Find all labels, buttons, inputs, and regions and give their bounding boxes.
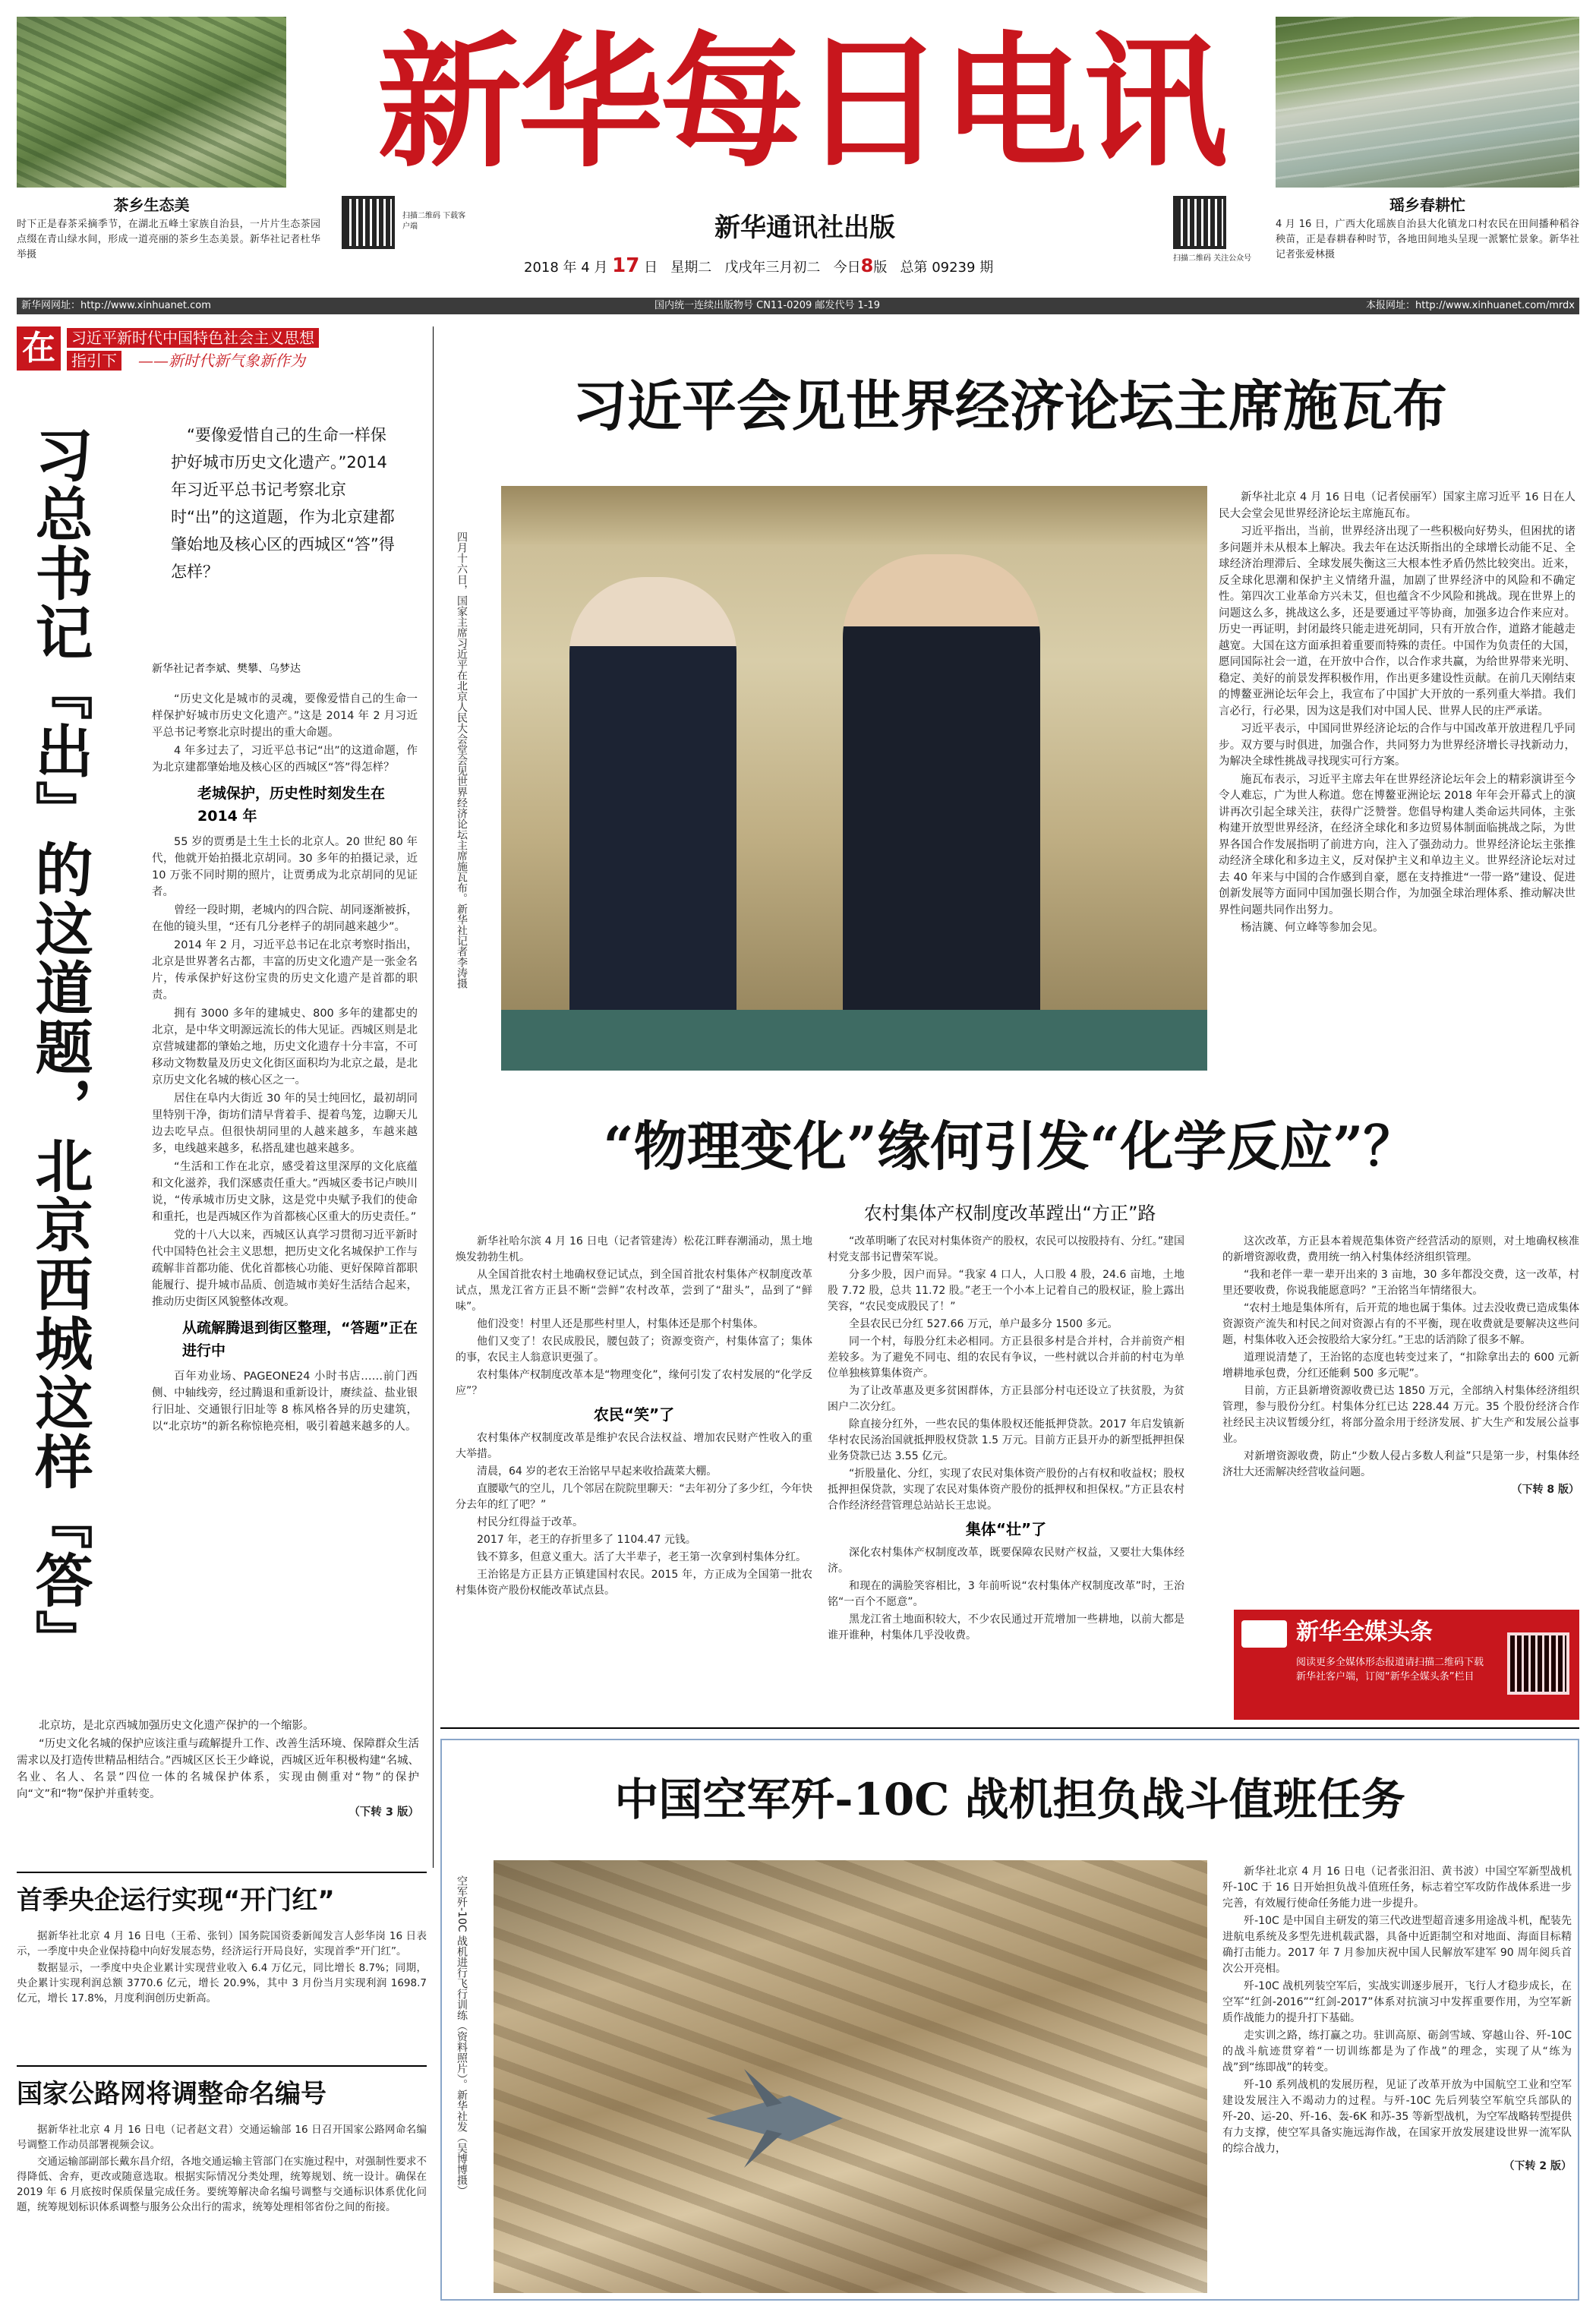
column-paragraph: 北京坊，是北京西城加强历史文化遗产保护的一个缩影。 xyxy=(39,1720,314,1732)
column-subhead: 老城保护，历史性时刻发生在 2014 年 xyxy=(197,785,386,825)
masthead-title: 新华每日电讯 xyxy=(377,17,1225,187)
air-body xyxy=(1222,1864,1572,2175)
feature-paragraph: 和现在的满脸笑容相比，3 年前听说“农村集体产权制度改革”时，王治铭“一百个不愿意”。 xyxy=(828,1580,1184,1608)
column-paragraph: 居住在阜内大街近 30 年的吴士纯回忆，最初胡同里特别干净，街坊们清早背着手、提着鸟笼，边聊天儿边去吃早点。但很快胡同里的人越来越多，车越来越多，电线越来越多，私搭乱建也越来越多。 xyxy=(152,1093,418,1155)
brief2-body xyxy=(17,2122,427,2216)
feature-paragraph: 钱不算多，但意义重大。活了大半辈子，老王第一次拿到村集体分红。 xyxy=(477,1551,806,1563)
column-body-bottom xyxy=(17,1717,419,1821)
feature-paragraph: “我和老伴一辈一辈开出来的 3 亩地，30 多年都没交费，这一改革，村里还要收费，你说我能愿意吗？”王治铭当年情绪很大。 xyxy=(1222,1269,1579,1297)
meeting-photo xyxy=(501,486,1207,1071)
column-paragraph: 4 年多过去了，习近平总书记“出”的这道命题，作为北京建都肇始地及核心区的西城区“答”得怎样？ xyxy=(152,745,418,774)
qr-left-caption: 扫描二维码 下载客户端 xyxy=(402,212,466,231)
feature-subhead: 集体“壮”了 xyxy=(965,1520,1047,1538)
feature-paragraph: 除直接分红外，一些农民的集体股权还能抵押贷款。2017 年启发镇新华村农民汤治国就抵押股权贷款 1.5 万元。目前方正县开办的新型抵押担保业务贷款已达 3.55 亿元。 xyxy=(828,1418,1184,1462)
feature-subhead: 农村集体产权制度改革蹚出“方正”路 xyxy=(863,1203,1156,1224)
figure-right xyxy=(843,554,1040,1071)
lead-paragraph: 施瓦布表示，习近平主席去年在世界经济论坛年会上的精彩演讲至今令人难忘，广为世人称道。您在博鳌亚洲论坛 2018 年年会开幕式上的演讲再次引起全球关注，获得广泛赞誉。您倡导构建人类命运共同体，主张构建开放型世界经济，在经济全球化和多边贸易体制面临挑战之际，为世界各国合作发展指明了前进方向，注入了强劲动力。世界经济论坛主张推动经济全球化和多边主义，反对保护主义和单边主义。世界经济论坛对过去 40 年来与中国的合作感到自豪，愿在支持推进“一带一路”建设、促进创新发展等方面同中国加强长期合作，为加强全球治理体系、推动解决世界性问题共同作出努力。 xyxy=(1219,773,1575,916)
feature-paragraph: 农村集体产权制度改革本是“物理变化”，缘何引发了农村发展的“化学反应”？ xyxy=(456,1369,812,1397)
left-photo-title: 茶乡生态美 xyxy=(113,196,190,214)
column-paragraph: 拥有 3000 多年的建城史、800 多年的建都史的北京，是中华文明源远流长的伟大见证。西城区则是北京营城建都的肇始之地，历史文化遗存十分丰富，不可移动文物数量及历史文化街区面积均为北京之最，是北京历史文化名城的核心区之一。 xyxy=(152,1008,418,1087)
feature-paragraph: 村民分红得益于改革。 xyxy=(477,1516,583,1528)
feature-paragraph: 这次改革，方正县本着规范集体资产经营活动的原则，对土地确权核准的新增资源收费，费用统一纳入村集体经济组织管理。 xyxy=(1222,1235,1579,1263)
brief1-headline: 首季央企运行实现“开门红” xyxy=(17,1885,335,1916)
column-tag-char: 在 xyxy=(17,326,61,371)
feature-paragraph: “折股量化、分红，实现了农民对集体资产股份的占有权和收益权；股权抵押担保贷款，实现了农民对集体资产股份的抵押权和担保权。”方正县农村合作经济经营管理总站站长王忠说。 xyxy=(828,1468,1184,1512)
promo-logo-icon xyxy=(1241,1620,1287,1648)
feature-headline: “物理变化”缘何引发“化学反应”？ xyxy=(603,1115,1417,1178)
info-bar xyxy=(17,298,1579,314)
feature-col2 xyxy=(828,1234,1184,1645)
column-paragraph: “生活和工作在北京，感受着这里深厚的文化底蕴和文化滋养，我们深感责任重大。”西城区委书记卢映川说，“传承城市历史文脉，这是党中央赋予我们的使命和重托，也是西城区作为首都核心区重大的历史责任。” xyxy=(152,1161,418,1223)
lead-photo-caption: 四月十六日，国家主席习近平在北京人民大会堂会见世界经济论坛主席施瓦布。新华社记者李涛摄 xyxy=(456,531,468,989)
feature-paragraph: 道理说清楚了，王治铭的态度也转变过来了，“扣除拿出去的 600 元新增耕地承包费，分红还能剩 500 多元呢”。 xyxy=(1222,1352,1579,1380)
feature-paragraph: 黑龙江省土地面积较大，不少农民通过开荒增加一些耕地，以前大都是谁开谁种，村集体几乎没收费。 xyxy=(828,1613,1184,1642)
lead-body xyxy=(1219,490,1575,938)
lead-paragraph: 杨洁篪、何立峰等参加会见。 xyxy=(1241,922,1384,934)
feature-paragraph: 同一个村，每股分红未必相同。方正县很多村是合并村，合并前资产相差较多。为了避免不同屯、组的农民有争议，一些村就以合并前的村屯为单位单独核算集体资产。 xyxy=(828,1336,1184,1380)
feature-paragraph: 新华社哈尔滨 4 月 16 日电（记者管建涛）松花江畔春潮涌动，黑土地焕发勃勃生机。 xyxy=(456,1235,812,1263)
air-jump[interactable]: （下转 2 版） xyxy=(1503,2160,1572,2172)
brief1-text: 据新华社北京 4 月 16 日电（王希、张钊）国务院国资委新闻发言人彭华岗 16 日表示，一季度中央企业保持稳中向好发展态势，经济运行开局良好，实现首季“开门红”。 xyxy=(17,1930,427,1957)
feature-col3 xyxy=(1222,1234,1579,1498)
feature-paragraph: 他们又变了！农民成股民，腰包鼓了；资源变资产，村集体富了；集体的事，农民主人翁意识更强了。 xyxy=(456,1336,812,1364)
feature-col1 xyxy=(456,1234,812,1601)
air-photo-caption: 空军歼-10C 战机进行飞行训练（资料照片）。新华社发（吴博博摄） xyxy=(456,1875,468,2197)
feature-paragraph: 农村集体产权制度改革是维护农民合法权益、增加农民财产性收入的重大举措。 xyxy=(456,1432,812,1460)
air-paragraph: 新华社北京 4 月 16 日电（记者张汨汨、黄书波）中国空军新型战机歼-10C 于 16 日开始担负战斗值班任务，标志着空军攻防作战体系进一步完善，有效履行使命任务能力进一步提升。 xyxy=(1222,1866,1572,1910)
brief2-text: 交通运输部副部长戴东昌介绍，各地交通运输主管部门在实施过程中，对强制性要求不得降低、舍弃，更改或随意选取。根据实际情况分类处理，统筹规划、统一设计。确保在 2019 年 6 月底按时保质保量完成任务。要统筹解决命名编号调整与交通标识体系优化问题，统筹规划标识体系调整与服务公众出行的需求，统筹处理相邻省份之间的衔接。 xyxy=(17,2156,427,2213)
tea-garden-photo xyxy=(17,17,286,188)
date-prefix: 2018 年 4 月 xyxy=(524,260,608,276)
site-url-right[interactable]: 本报网址：http://www.xinhuanet.com/mrdx xyxy=(1366,300,1575,311)
air-paragraph: 歼-10C 是中国自主研发的第三代改进型超音速多用途战斗机，配装先进航电系统及多型先进机载武器，具备中近距制空和对地面、海面目标精确打击能力。2017 年 7 月参加庆祝中国人民解放军建军 90 周年阅兵首次公开亮相。 xyxy=(1222,1915,1572,1975)
column-byline: 新华社记者李斌、樊攀、乌梦达 xyxy=(152,663,301,675)
issue-number: 总第 09239 期 xyxy=(900,260,994,276)
column-tag-line2: 指引下 xyxy=(67,351,121,371)
lunar-date: 戊戌年三月初二 xyxy=(724,260,821,276)
feature-paragraph: 他们没变！村里人还是那些村里人，村集体还是那个村集体。 xyxy=(477,1318,764,1330)
brief-divider xyxy=(17,2065,427,2067)
feature-paragraph: 对新增资源收费，防止“少数人侵占多数人利益”只是第一步，村集体经济壮大还需解决经营收益问题。 xyxy=(1222,1450,1579,1478)
column-paragraph: 55 岁的贾勇是土生土长的北京人。20 世纪 80 年代，他就开始拍摄北京胡同。30 多年的拍摄记录，近 10 万张不同时期的照片，让贾勇成为北京胡同的见证者。 xyxy=(152,836,418,898)
pages-prefix: 今日 xyxy=(833,260,861,276)
air-paragraph: 歼-10 系列战机的发展历程，见证了改革开放为中国航空工业和空军建设发展注入不竭动力的过程。与歼-10C 先后列装空军航空兵部队的歼-20、运-20、歼-16、轰-6K 和苏-35 等新型战机，为空军战略转型提供有力支撑，使空军具备实施远海作战，在国家开放发展建设世界一流军队的综合战力， xyxy=(1222,2079,1572,2155)
section-divider xyxy=(440,1727,1579,1729)
fighter-jet-photo xyxy=(494,1860,1207,2293)
column-tag-line3: ——新时代新气象新作为 xyxy=(138,352,305,370)
site-url-left[interactable]: 新华网网址：http://www.xinhuanet.com xyxy=(21,300,211,311)
qr-code-left[interactable] xyxy=(342,196,395,249)
qr-code-right[interactable] xyxy=(1173,196,1226,249)
date-day-suffix: 日 xyxy=(644,260,658,276)
column-divider xyxy=(433,326,434,1868)
date-line xyxy=(524,254,1131,277)
promo-box[interactable] xyxy=(1234,1610,1579,1720)
pages-suffix: 版 xyxy=(873,260,888,276)
column-subhead: 从疏解腾退到街区整理，“答题”正在进行中 xyxy=(182,1320,418,1359)
rice-field-photo xyxy=(1276,17,1579,188)
feature-paragraph: 深化农村集体产权制度改革，既要保障农民财产权益，又要壮大集体经济。 xyxy=(828,1547,1184,1575)
right-photo-title: 瑶乡春耕忙 xyxy=(1389,196,1465,214)
brief2-headline: 国家公路网将调整命名编号 xyxy=(17,2079,326,2109)
feature-paragraph: 直腰歇气的空儿，几个邻居在院院里聊天：“去年初分了多少红，今年快分去年的红了吧？” xyxy=(456,1483,812,1511)
right-photo-caption: 4 月 16 日，广西大化瑶族自治县大化镇龙口村农民在田间播种稻谷秧苗，正是春耕春种时节，各地田间地头呈现一派繁忙景象。新华社记者张爱林摄 xyxy=(1276,219,1579,260)
left-photo-caption: 时下正是春茶采摘季节，在湖北五峰土家族自治县，一片片生态茶园点缀在青山绿水间，形成一道亮丽的茶乡生态美景。新华社记者杜华举摄 xyxy=(17,219,320,260)
feature-subhead: 农民“笑”了 xyxy=(593,1405,675,1424)
feature-paragraph: 为了让改革惠及更多贫困群体，方正县部分村屯还设立了扶贫股，为贫困户二次分红。 xyxy=(828,1385,1184,1413)
air-headline: 中国空军歼-10C 战机担负战斗值班任务 xyxy=(614,1774,1405,1825)
page-count: 8 xyxy=(860,255,874,276)
air-paragraph: 走实训之路，练打赢之功。驻训高原、砺剑雪域、穿越山谷、歼-10C 的战斗航迹贯穿着“一切训练都是为了作战”的理念，实现了从“练为战”到“练即战”的转变。 xyxy=(1222,2030,1572,2074)
publisher-line: 新华通讯社出版 xyxy=(714,213,895,243)
promo-qr-code[interactable] xyxy=(1507,1632,1569,1695)
column-tag xyxy=(17,326,427,374)
feature-paragraph: 分多少股，因户而异。“我家 4 口人，人口股 4 股，24.6 亩地，土地股 7.72 股，总共 11.72 股。”老王一个小本上记着自己的股权证，脸上露出笑容，“农民变成股民了！” xyxy=(828,1269,1184,1313)
qr-right-caption: 扫描二维码 关注公众号 xyxy=(1173,254,1252,263)
fighter-jet-icon xyxy=(699,2065,850,2172)
column-jump[interactable]: （下转 3 版） xyxy=(349,1806,419,1818)
feature-paragraph: 王治铭是方正县方正镇建国村农民。2015 年，方正成为全国第一批农村集体资产股份权能改革试点县。 xyxy=(456,1569,812,1597)
column-paragraph: “历史文化是城市的灵魂，要像爱惜自己的生命一样保护好城市历史文化遗产。”这是 2014 年 2 月习近平总书记考察北京时提出的重大命题。 xyxy=(152,693,418,739)
figure-left xyxy=(569,577,736,1071)
lead-headline: 习近平会见世界经济论坛主席施瓦布 xyxy=(572,374,1447,438)
feature-paragraph: “农村土地是集体所有，后开荒的地也属于集体。过去没收费已造成集体资源资产流失和村民之间对资源占有的不平衡，现在收费就是要解决这些问题，村集体收入还会按股给大家分红。”王忠的话消除了很多不解。 xyxy=(1222,1302,1579,1346)
feature-jump[interactable]: （下转 8 版） xyxy=(1511,1484,1579,1496)
promo-brand: 新华全媒头条 xyxy=(1296,1619,1433,1645)
brief-divider xyxy=(17,1872,427,1873)
column-tag-line1: 习近平新时代中国特色社会主义思想 xyxy=(67,328,319,348)
feature-paragraph: 清晨，64 岁的老农王治铭早早起来收拾蔬菜大棚。 xyxy=(477,1465,718,1478)
column-paragraph: 百年劝业场、PAGEONE24 小时书店……前门西侧、中轴线旁，经过腾退和重新设计，赓续益、盐业银行旧址、交通银行旧址等 8 栋风格各异的历史建筑，以“北京坊”的新名称惊艳亮相，吸引着越来越多的人。 xyxy=(152,1370,418,1433)
column-paragraph: “历史文化名城的保护应该注重与疏解提升工作、改善生活环境、保障群众生活需求以及打造传世精品相结合。”西城区区长王少峰说，西城区近年积极构建“名城、名业、名人、名景”四位一体的名城保护体系，实现由侧重对“物”的保护向“文”和“物”保护并重转变。 xyxy=(17,1738,419,1800)
column-paragraph: 2014 年 2 月，习近平总书记在北京考察时指出，北京是世界著名古都，丰富的历史文化遗产是一张金名片，传承保护好这份宝贵的历史文化遗产是首都的职责。 xyxy=(152,939,418,1001)
column-paragraph: 党的十八大以来，西城区认真学习贯彻习近平新时代中国特色社会主义思想，把历史文化名城保护工作与疏解非首都功能、优化首都核心功能、更好保障首都职能履行、提升城市品质、创造城市美好生活结合起来，推动历史街区风貌整体改观。 xyxy=(152,1229,418,1308)
column-headline: 习总书记『出』的这道题，北京西城这样『答』 xyxy=(26,425,93,1669)
air-paragraph: 歼-10C 战机列装空军后，实战实训逐步展开，飞行人才稳步成长，在空军“红剑-2016”“红剑-2017”体系对抗演习中发挥重要作用，为空军新质作战能力的提升打下基础。 xyxy=(1222,1980,1572,2024)
column-body-top xyxy=(152,691,418,1437)
weekday: 星期二 xyxy=(670,260,712,276)
feature-paragraph: 目前，方正县新增资源收费已达 1850 万元，全部纳入村集体经济组织管理，参与股份分红。村集体分红已达 228.44 万元。35 个股份经济合作社经民主决议暂缓分红，将部分盈余用于经济发展、扩大生产和发展公益事业。 xyxy=(1222,1385,1579,1445)
brief1-text: 数据显示，一季度中央企业累计实现营业收入 6.4 万亿元，同比增长 8.7%；同期，央企累计实现利润总额 3770.6 亿元，增长 20.9%，其中 3 月份当月实现利润 1698.7 亿元，增长 17.8%，月度利润创历史新高。 xyxy=(17,1962,427,2004)
publication-numbers: 国内统一连续出版物号 CN11-0209 邮发代号 1-19 xyxy=(654,300,881,311)
column-paragraph: 曾经一段时期，老城内的四合院、胡同逐渐被拆，在他的镜头里，“还有几分老样子的胡同越来越少”。 xyxy=(152,904,418,933)
brief2-text: 据新华社北京 4 月 16 日电（记者赵文君）交通运输部 16 日召开国家公路网命名编号调整工作动员部署视频会议。 xyxy=(17,2124,427,2151)
lead-paragraph: 新华社北京 4 月 16 日电（记者侯丽军）国家主席习近平 16 日在人民大会堂会见世界经济论坛主席施瓦布。 xyxy=(1219,491,1575,520)
date-day: 17 xyxy=(612,254,640,277)
brief1-body xyxy=(17,1929,427,2008)
lead-paragraph: 习近平表示，中国同世界经济论坛的合作与中国改革开放进程几乎同步。双方要与时俱进，加强合作，共同努力为世界经济增长寻找新动力，为解决全球性挑战寻找现实可行方案。 xyxy=(1219,723,1575,768)
feature-paragraph: 从全国首批农村土地确权登记试点，到全国首批农村集体产权制度改革试点，黑龙江省方正县不断“尝鲜”农村改革，尝到了“甜头”，品到了“鲜味”。 xyxy=(456,1269,812,1313)
feature-paragraph: “改革明晰了农民对村集体资产的股权，农民可以按股持有、分红。”建国村党支部书记曹荣军说。 xyxy=(828,1235,1184,1263)
column-lead: “要像爱惜自己的生命一样保护好城市历史文化遗产。”2014 年习近平总书记考察北京时“出”的这道题，作为北京建都肇始地及核心区的西城区“答”得怎样？ xyxy=(171,426,395,581)
feature-paragraph: 全县农民已分红 527.66 万元，单户最多分 1500 多元。 xyxy=(849,1318,1118,1330)
promo-text: 阅读更多全媒体形态报道请扫描二维码下载新华社客户端，订阅“新华全媒头条”栏目 xyxy=(1296,1657,1484,1683)
lead-paragraph: 习近平指出，当前，世界经济出现了一些积极向好势头，但困扰的诸多问题并未从根本上解决。我去年在达沃斯指出的全球增长动能不足、全球经济治理滞后、全球发展失衡这三大根本性矛盾仍然比较突出。近来，反全球化思潮和保护主义情绪升温，加剧了世界经济中的风险和不确定性。第四次工业革命方兴未艾，但也蕴含不少风险和挑战。现在世界上的问题这么多，挑战这么多，还是要通过平等协商，加强多边合作来应对。历史一再证明，封闭最终只能走进死胡同，只有开放合作，道路才能越走越宽。大国在这方面承担着重要而特殊的责任。中国作为负责任的大国，愿同国际社会一道，在开放中合作，以合作求共赢，为给世界带来光明、稳定、美好的前景发挥积极作用，作出更多建设性贡献。在前几天刚结束的博鳌亚洲论坛年会上，我宣布了中国扩大开放的一系列重大举措。我们言必行，行必果，因为这是我们对中国人民、世界人民的庄严承诺。 xyxy=(1219,525,1575,718)
feature-paragraph: 2017 年，老王的存折里多了 1104.47 元钱。 xyxy=(477,1534,696,1546)
